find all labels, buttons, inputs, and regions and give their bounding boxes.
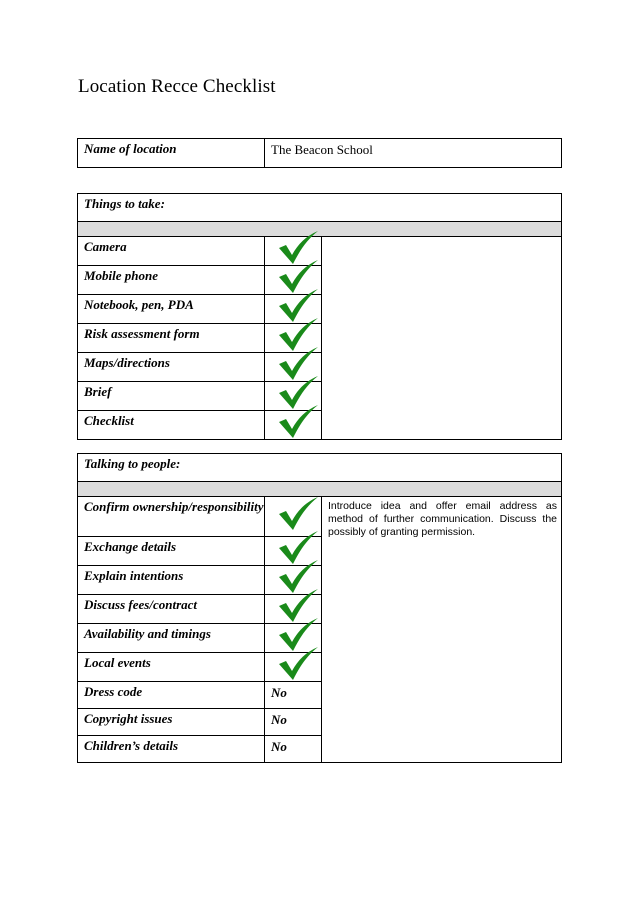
talking-item: Availability and timings bbox=[78, 624, 265, 653]
things-item: Camera bbox=[78, 237, 265, 266]
status-no: No bbox=[265, 682, 322, 709]
checkmark-icon bbox=[265, 653, 322, 682]
talking-note: Introduce idea and offer email address as method of further communication. Discuss the possibly of granting permission. bbox=[322, 497, 562, 763]
things-item: Checklist bbox=[78, 411, 265, 440]
talking-item: Exchange details bbox=[78, 537, 265, 566]
shaded-row bbox=[78, 482, 562, 497]
things-item: Notebook, pen, PDA bbox=[78, 295, 265, 324]
talking-item: Dress code bbox=[78, 682, 265, 709]
talking-item: Copyright issues bbox=[78, 709, 265, 736]
talking-heading: Talking to people: bbox=[78, 454, 562, 482]
checkmark-icon bbox=[265, 411, 322, 440]
talking-item: Explain intentions bbox=[78, 566, 265, 595]
talking-item: Local events bbox=[78, 653, 265, 682]
shaded-row bbox=[78, 222, 562, 237]
talking-item: Children’s details bbox=[78, 736, 265, 763]
things-item: Maps/directions bbox=[78, 353, 265, 382]
page-title: Location Recce Checklist bbox=[78, 76, 276, 97]
things-table bbox=[77, 193, 562, 440]
location-label: Name of location bbox=[78, 139, 265, 168]
status-no: No bbox=[265, 736, 322, 763]
things-item: Mobile phone bbox=[78, 266, 265, 295]
status-no: No bbox=[265, 709, 322, 736]
talking-item: Confirm ownership/responsibility bbox=[78, 497, 265, 537]
talking-table bbox=[77, 453, 562, 763]
location-value: The Beacon School bbox=[265, 139, 562, 168]
things-item: Brief bbox=[78, 382, 265, 411]
things-heading: Things to take: bbox=[78, 194, 562, 222]
things-item: Risk assessment form bbox=[78, 324, 265, 353]
things-notes bbox=[322, 237, 562, 440]
location-table bbox=[77, 138, 562, 168]
talking-item: Discuss fees/contract bbox=[78, 595, 265, 624]
